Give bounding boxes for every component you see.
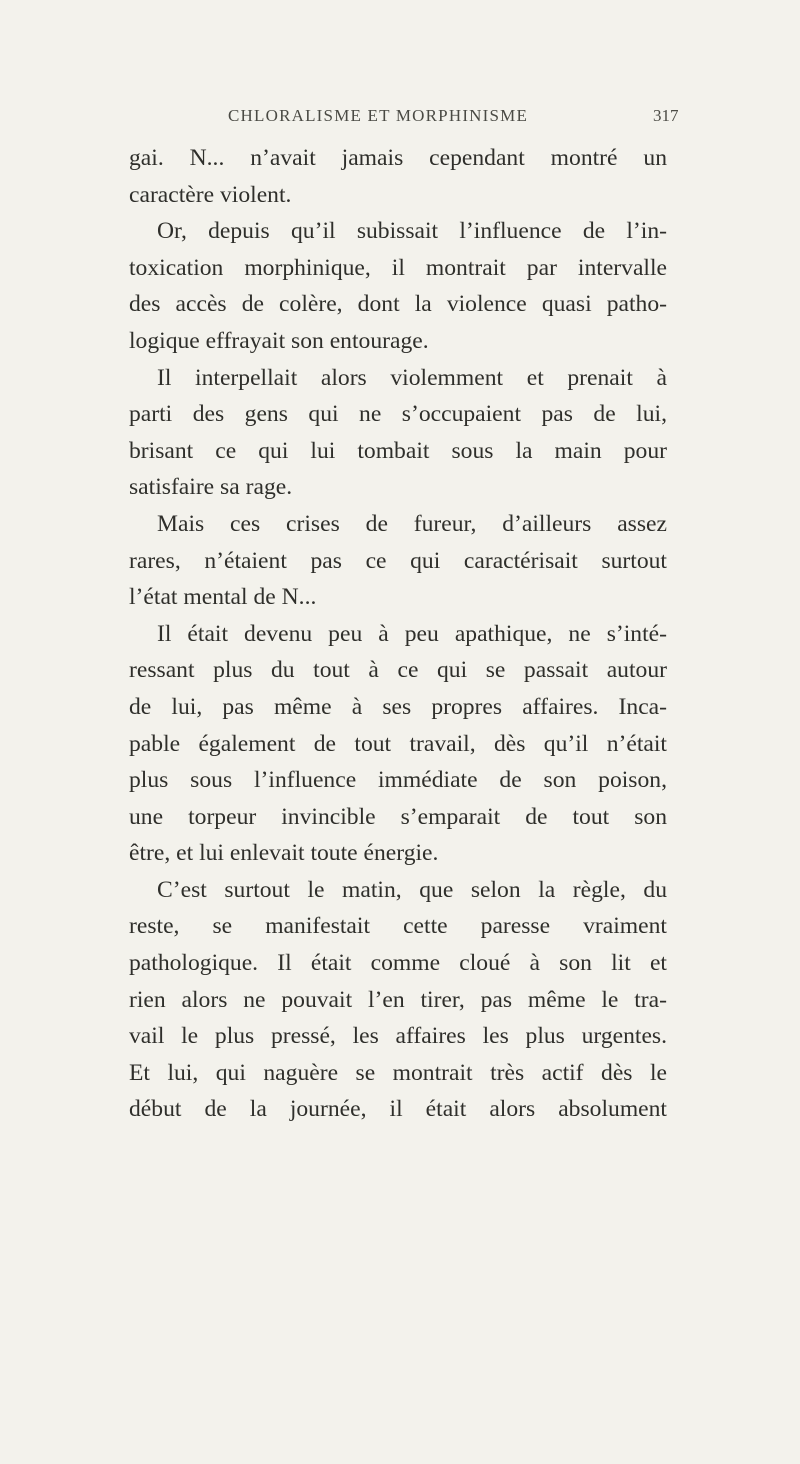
text-line: des accès de colère, dont la violence quasi patho- [129,291,667,318]
text-line: toxication morphinique, il montrait par intervalle [129,254,667,281]
text-line: rares, n’étaient pas ce qui caractérisait surtout [129,547,667,574]
text-line: pathologique. Il était comme cloué à son lit et [129,950,667,977]
text-line: Et lui, qui naguère se montrait très actif dès le [129,1059,667,1086]
text-line: être, et lui enlevait toute énergie. [129,840,439,867]
text-line: Mais ces crises de fureur, d’ailleurs assez [157,510,667,537]
text-line: reste, se manifestait cette paresse vraiment [129,913,667,940]
text-line: C’est surtout le matin, que selon la règle, du [157,876,667,903]
text-line: logique effrayait son entourage. [129,327,429,354]
body-text [129,140,667,1128]
text-line: caractère violent. [129,181,292,208]
text-line: brisant ce qui lui tombait sous la main pour [129,437,667,464]
text-line: Il était devenu peu à peu apathique, ne s’inté- [157,620,667,647]
running-head [0,106,800,130]
page-number: 317 [653,106,679,125]
text-line: pable également de tout travail, dès qu’il n’était [129,730,667,757]
text-line: satisfaire sa rage. [129,474,293,501]
text-line: gai. N... n’avait jamais cependant montré un [129,145,667,171]
text-line: parti des gens qui ne s’occupaient pas de lui, [129,401,667,428]
text-line: l’état mental de N... [129,584,317,611]
text-line: plus sous l’influence immédiate de son poison, [129,767,667,794]
text-line: Il interpellait alors violemment et prenait à [157,364,667,391]
text-line: début de la journée, il était alors absolument [129,1096,667,1123]
running-title: CHLORALISME ET MORPHINISME [228,106,529,125]
text-line: vail le plus pressé, les affaires les plus urgentes. [129,1023,667,1050]
text-line: ressant plus du tout à ce qui se passait autour [129,657,667,684]
text-line: Or, depuis qu’il subissait l’influence de l’in- [157,218,667,245]
text-line: rien alors ne pouvait l’en tirer, pas même le tra- [129,986,667,1013]
text-line: une torpeur invincible s’emparait de tout son [129,803,667,830]
text-line: de lui, pas même à ses propres affaires. Inca- [129,693,667,720]
